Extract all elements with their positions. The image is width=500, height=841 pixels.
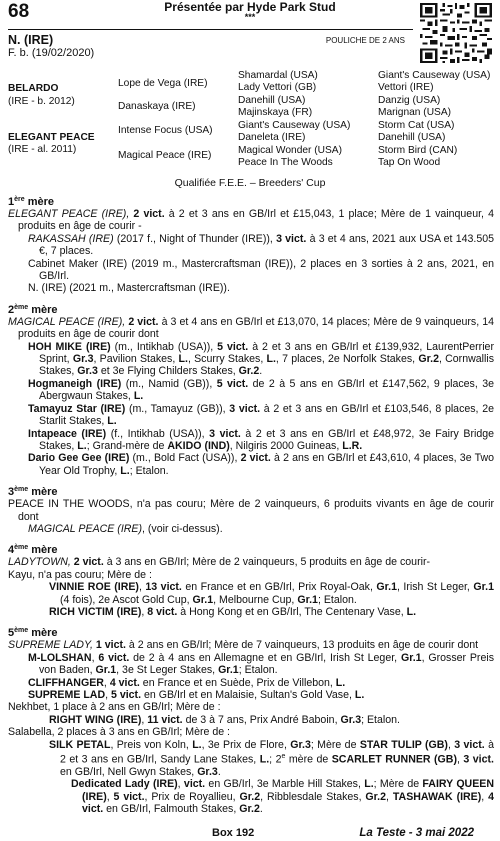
text-run: mère de — [285, 753, 332, 766]
text-run: à 2 ans en GB/Irl; Mère de 7 vainqueurs, 13 produits en âge de courir dont — [125, 639, 479, 652]
section-dam-3 — [8, 486, 494, 535]
pedigree-g3: Danzig (USA) — [378, 95, 441, 106]
text-run: , Ribblesdale Stakes, — [260, 790, 366, 803]
offspring-entry — [8, 581, 494, 606]
text-run: STAR TULIP (GB) — [359, 738, 448, 751]
offspring-entry — [8, 606, 494, 618]
sub-dam-line: Salabella, 2 places à 3 ans en GB/Irl; Mère de : — [8, 726, 231, 739]
text-run: , — [481, 790, 489, 803]
text-run: SUPREME LAD — [28, 689, 106, 701]
text-run: (f., Intikhab (USA)), — [106, 427, 210, 440]
text-run: 5 vict. — [113, 790, 145, 803]
text-run: Gr.2 — [239, 803, 260, 816]
text-run: 2 vict. — [125, 315, 159, 328]
section-title: 4ème mère — [8, 544, 58, 557]
text-run: Gr.1 — [192, 593, 214, 606]
text-run: à 2 et 3 ans en GB/Irl et £48,972, 3e Fairy Bridge Stakes, — [39, 427, 495, 452]
text-run: Gr.1 — [376, 581, 397, 594]
text-run: en GB/Irl, Falmouth Stakes, — [103, 803, 240, 816]
pedigree-dam-info: (IRE - al. 2011) — [8, 144, 77, 155]
text-run: RICH VICTIM (IRE) — [49, 605, 142, 618]
text-run: , — [456, 753, 464, 766]
text-run: 5 vict. — [111, 689, 142, 701]
text-run: L. — [77, 439, 87, 452]
text-run: L. — [192, 738, 202, 751]
text-run: 11 vict. — [147, 713, 183, 726]
section-title: 2ème mère — [8, 303, 58, 316]
pedigree-g2: Majinskaya (FR) — [238, 107, 313, 118]
offspring-entry — [8, 378, 494, 403]
section-title: 5ème mère — [8, 627, 58, 640]
text-run: L.R. — [342, 439, 363, 452]
footer-box: Box 192 — [212, 827, 255, 839]
text-run: (m., Namid (GB)), — [121, 377, 217, 390]
text-run: ; Etalon. — [238, 664, 278, 677]
section-title: 3ème mère — [8, 486, 58, 499]
text-run: 3 vict. — [463, 753, 494, 766]
text-run: L. — [406, 605, 417, 618]
offspring-entry — [8, 677, 494, 689]
section-title: 1ère mère — [8, 196, 54, 208]
pedigree-g3: Marignan (USA) — [378, 107, 452, 118]
text-run: Cabinet Maker (IRE) (2019 m., Mastercraftsman (IRE)), 2 places en 3 sorties à 2 ans, 2021, en GB/Irl. — [28, 257, 494, 283]
text-run: ELEGANT PEACE (IRE), — [8, 208, 130, 220]
text-run: , Grosser Preis von Baden, — [39, 651, 495, 677]
text-run: 3 vict. — [209, 427, 241, 440]
text-run: en GB/Irl, 3e Marble Hill Stakes, — [205, 778, 365, 791]
text-run: en GB/Irl, Nell Gwyn Stakes, — [60, 765, 198, 778]
text-run: à 2 ans en GB/Irl et £43,610, 4 places, 3e Two Year Old Trophy, — [39, 452, 494, 477]
text-run: , — [386, 790, 393, 803]
text-run: , — [138, 581, 146, 594]
text-run: 8 vict. — [147, 605, 178, 618]
stars: *** — [244, 12, 256, 22]
text-run: Gr.1 — [95, 664, 117, 677]
text-run: à 2 et 3 ans en GB/Irl et £103,546, 8 places, 2e Starlit Stakes, — [39, 402, 494, 428]
text-run: , — [141, 605, 148, 618]
text-run: (m., Tamayuz (GB)), — [125, 402, 230, 415]
offspring-entry — [8, 428, 494, 453]
text-run: 4 vict. — [109, 676, 140, 689]
offspring-entry — [8, 714, 494, 726]
text-run: L. — [107, 415, 117, 428]
text-run: ; Mère de — [310, 738, 360, 751]
pedigree-g2: Lady Vettori (GB) — [238, 82, 317, 93]
text-run: 2 vict. — [70, 556, 104, 569]
text-run: MAGICAL PEACE (IRE) — [28, 522, 143, 535]
text-run: (2017 f., Night of Thunder (IRE)), — [113, 232, 277, 245]
section-dam-1 — [8, 196, 494, 295]
text-run: Gr.3 — [197, 765, 218, 778]
text-run: ; Etalon. — [317, 593, 357, 606]
offspring-entry — [8, 778, 494, 815]
offspring-entry — [8, 282, 494, 294]
section-intro — [8, 498, 494, 523]
text-run: de 2 à 4 ans en Allemagne et en GB/Irl, Irish St Leger, — [129, 651, 401, 664]
text-run: à Hong Kong et en GB/Irl, The Centenary Vase, — [177, 605, 407, 618]
pedigree-g2: Daneleta (IRE) — [238, 132, 306, 143]
text-run: . — [217, 765, 221, 778]
offspring-entry — [8, 452, 494, 477]
text-run: 13 vict. — [145, 581, 182, 594]
text-run: Dedicated Lady (IRE) — [71, 778, 178, 791]
text-run: 6 vict. — [98, 651, 130, 664]
pedigree-g1: Danaskaya (IRE) — [118, 101, 196, 112]
text-run: Gr.3 — [77, 365, 98, 378]
text-run: Gr.3 — [72, 353, 94, 366]
footer-place-date: La Teste - 3 mai 2022 — [359, 827, 474, 839]
text-run: , — [141, 713, 148, 726]
text-run: Hogmaneigh (IRE) — [28, 377, 122, 390]
section-intro — [8, 556, 494, 568]
sub-dam-line: Nekhbet, 1 place à 2 ans en GB/Irl; Mère de : — [8, 701, 221, 714]
pedigree-g2: Giant's Causeway (USA) — [238, 120, 351, 131]
text-run: M-LOLSHAN — [28, 651, 92, 664]
text-run: N. (IRE) (2021 m., Mastercraftsman (IRE)). — [28, 282, 230, 295]
text-run: , Melbourne Cup, — [213, 593, 298, 606]
text-run: et 3e Flying Childers Stakes, — [97, 365, 239, 378]
pedigree-sire: BELARDO — [8, 83, 59, 94]
text-run: HOH MIKE (IRE) — [28, 340, 111, 353]
text-run: , — [447, 738, 455, 751]
text-run: , 7 places, 2e Norfolk Stakes, — [275, 353, 419, 366]
text-run: Intapeace (IRE) — [28, 427, 107, 440]
text-run: (m., Bold Fact (USA)), — [129, 452, 241, 465]
text-run: L. — [335, 676, 346, 689]
text-run: ; Etalon. — [129, 464, 169, 477]
text-run: L. — [133, 390, 144, 403]
text-run: ; Mère de — [373, 778, 423, 791]
text-run: à 3 et 4 ans, 2021 aux USA et 143.505 €, 7 places. — [39, 232, 494, 258]
text-run: Gr.1 — [218, 664, 239, 677]
text-run: Gr.2 — [239, 790, 261, 803]
text-run: LADYTOWN, — [8, 556, 71, 569]
text-run: 4 vict. — [82, 790, 495, 816]
text-run: MAGICAL PEACE (IRE), — [8, 315, 126, 328]
text-run: RIGHT WING (IRE) — [49, 713, 142, 726]
sex-age-label: POULICHE DE 2 ANS — [325, 36, 405, 45]
pedigree-g3: Vettori (IRE) — [378, 82, 434, 93]
pedigree-table — [8, 70, 500, 170]
pedigree-g1: Magical Peace (IRE) — [118, 150, 212, 161]
text-run: 3 vict. — [276, 232, 307, 245]
text-run: vict. — [183, 778, 206, 791]
text-run: de 2 à 5 ans en GB/Irl et £147,562, 9 places, 3e Abergwaun Stakes, — [39, 377, 494, 403]
text-run: SUPREME LADY, — [8, 639, 93, 652]
text-run: , — [177, 778, 184, 791]
text-run: Gr.3 — [290, 738, 311, 751]
text-run: SILK PETAL — [49, 738, 111, 751]
text-run: , Preis von Koln, — [110, 738, 193, 751]
pedigree-g1: Intense Focus (USA) — [118, 125, 213, 136]
pedigree-sire-info: (IRE - b. 2012) — [8, 96, 75, 107]
text-run: Gr.2 — [365, 790, 387, 803]
offspring-entry — [8, 689, 494, 701]
text-run: TASHAWAK (IRE) — [392, 790, 482, 803]
text-run: L. — [178, 353, 188, 366]
text-run: VINNIE ROE (IRE) — [49, 581, 139, 594]
text-run: , Pavilion Stakes, — [93, 353, 179, 366]
text-run: , — [105, 689, 111, 701]
family-notes — [8, 196, 494, 825]
text-run: , Prix de Royallieu, — [144, 790, 240, 803]
text-run: Gr.2 — [418, 353, 439, 366]
section-dam-5 — [8, 627, 494, 815]
text-run: à 2 et 3 ans en GB/Irl et £15,043, 1 place; Mère de 1 vainqueur, 4 produits en âge de courir - — [18, 208, 494, 233]
text-run: Gr.1 — [473, 581, 494, 594]
text-run: Dario Gee Gee (IRE) — [28, 452, 130, 465]
offspring-entry — [8, 258, 494, 283]
horse-name: N. (IRE) — [8, 33, 54, 47]
offspring-entry — [8, 403, 494, 428]
text-run: (4 fois), 2e Ascot Gold Cup, — [60, 593, 193, 606]
text-run: 3 vict. — [229, 402, 261, 415]
text-run: à 2 et 3 ans en GB/Irl et £139,932, LaurentPerrier Sprint, — [39, 340, 494, 366]
text-run: 2 vict. — [240, 452, 271, 465]
pedigree-dam: ELEGANT PEACE — [8, 132, 95, 143]
text-run: 1 vict. — [92, 639, 126, 652]
section-intro — [8, 639, 494, 651]
text-run: L. — [120, 464, 130, 477]
text-run: SCARLET RUNNER (GB) — [331, 753, 457, 766]
text-run: Gr.3 — [340, 713, 362, 726]
text-run: 3 vict. — [454, 738, 485, 751]
text-run: , (voir ci-dessus). — [142, 522, 223, 535]
text-run: Gr.1 — [400, 651, 422, 664]
pedigree-g3: Danehill (USA) — [378, 132, 446, 143]
horse-birth: F. b. (19/02/2020) — [8, 47, 95, 59]
pedigree-g1: Lope de Vega (IRE) — [118, 78, 208, 89]
text-run: PEACE IN THE WOODS, n'a pas couru; Mère de 2 vainqueurs, 6 produits vivants en âge de courir dont — [8, 498, 494, 523]
text-run: , 3e St Leger Stakes, — [116, 664, 219, 677]
text-run: L. — [364, 778, 374, 791]
text-run: , Nilgiris 2000 Guineas, — [229, 439, 343, 452]
offspring-entry — [8, 523, 494, 535]
pedigree-g2: Peace In The Woods — [238, 157, 333, 168]
text-run: en GB/Irl et en Malaisie, Sultan's Gold Vase, — [141, 689, 355, 701]
text-run: CLIFFHANGER — [28, 676, 104, 689]
text-run: Tamayuz Star (IRE) — [28, 402, 126, 415]
text-run: , — [106, 790, 114, 803]
text-run: L. — [266, 353, 276, 366]
pedigree-g3: Storm Bird (CAN) — [378, 145, 458, 156]
pedigree-g3: Tap On Wood — [378, 157, 441, 168]
text-run: à 2 et 3 ans en GB/Irl, Sandy Lane Stakes, — [60, 738, 494, 766]
text-run: , — [103, 676, 110, 689]
text-run: , Irish St Leger, — [397, 581, 474, 594]
text-run: de 3 à 7 ans, Prix André Baboin, — [182, 713, 341, 726]
lot-number: 68 — [8, 1, 30, 22]
offspring-entry — [8, 739, 494, 779]
text-run: , — [91, 651, 99, 664]
text-run: , Scurry Stakes, — [187, 353, 267, 366]
horse-header — [8, 29, 413, 59]
section-intro — [8, 316, 494, 341]
section-dam-2 — [8, 304, 494, 477]
text-run: en France et en GB/Irl, Prix Royal-Oak, — [181, 581, 377, 594]
text-run: en France et en Suède, Prix de Villebon, — [139, 676, 336, 689]
section-dam-4 — [8, 544, 494, 618]
text-run: (m., Intikhab (USA)), — [110, 340, 218, 353]
offspring-entry — [8, 341, 494, 378]
pedigree-g3: Storm Cat (USA) — [378, 120, 455, 131]
text-run: L. — [354, 689, 365, 701]
text-run: ; 2 — [269, 753, 282, 766]
pedigree-g2: Shamardal (USA) — [238, 70, 318, 81]
text-run: 2 vict. — [129, 208, 165, 220]
qr-code-icon — [420, 3, 492, 63]
text-run: AKIDO (IND) — [167, 439, 230, 452]
text-run: à 3 et 4 ans en GB/Irl et £13,070, 14 places; Mère de 9 vainqueurs, 14 produits en âge de courir dont — [18, 315, 494, 341]
text-run: L. — [259, 753, 270, 766]
text-run: Gr.1 — [297, 593, 318, 606]
text-run: , Cornwallis Stakes, — [39, 353, 494, 378]
text-run: . — [259, 365, 263, 378]
text-run: , 3e Prix de Flore, — [201, 738, 291, 751]
text-run: Gr.2 — [238, 365, 260, 378]
text-run: e — [281, 753, 286, 761]
text-run: 5 vict. — [216, 377, 249, 390]
qualification-note: Qualifiée F.E.E. – Breeders' Cup — [174, 177, 326, 189]
section-intro — [8, 208, 494, 233]
text-run: RAKASSAH (IRE) — [28, 232, 114, 245]
text-run: FAIRY QUEEN (IRE) — [82, 778, 494, 803]
pedigree-g2: Magical Wonder (USA) — [238, 145, 342, 156]
text-run: . — [259, 803, 263, 816]
offspring-entry — [8, 233, 494, 258]
pedigree-g2: Danehill (USA) — [238, 95, 306, 106]
text-run: à 3 ans en GB/Irl; Mère de 2 vainqueurs, 5 produits en âge de courir- — [103, 556, 431, 569]
offspring-entry — [8, 652, 494, 677]
text-run: ; Grand-mère de — [86, 439, 168, 452]
text-run: ; Etalon. — [361, 713, 400, 726]
pedigree-g3: Giant's Causeway (USA) — [378, 70, 491, 81]
text-run: 5 vict. — [217, 340, 249, 353]
sub-dam-line: Kayu, n'a pas couru; Mère de : — [8, 568, 152, 581]
presenter: Présentée par Hyde Park Stud — [164, 0, 336, 14]
